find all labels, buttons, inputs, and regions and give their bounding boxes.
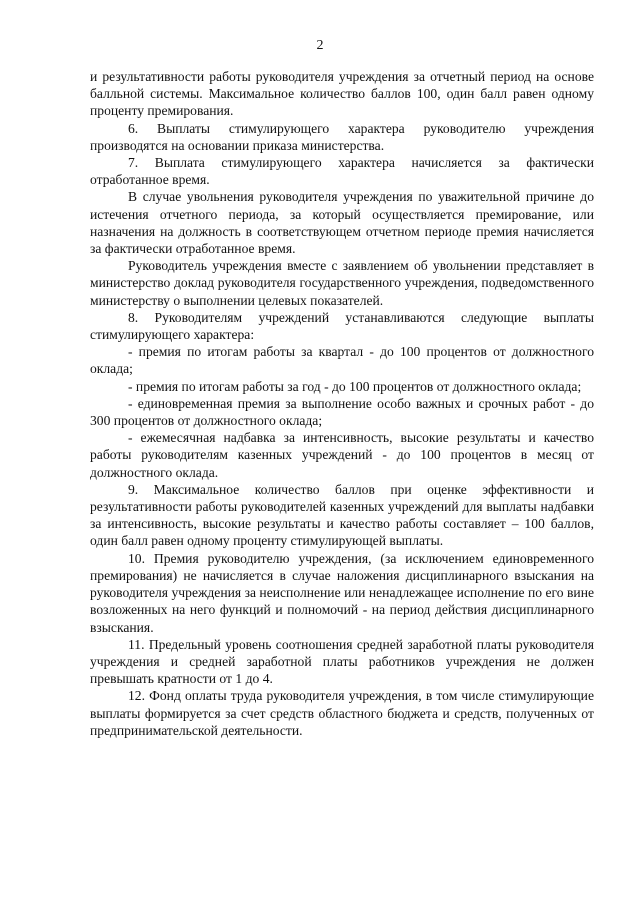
list-item-monthly-allowance: - ежемесячная надбавка за интенсивность, высокие результаты и качество работы руководителям казенных учреждений - до 100 процентов в месяц от должностного оклада. <box>90 430 594 480</box>
paragraph-item-7: 7. Выплата стимулирующего характера начисляется за фактически отработанное время. <box>90 155 594 188</box>
paragraph-item-12: 12. Фонд оплаты труда руководителя учреждения, в том числе стимулирующие выплаты формируется за счет средств областного бюджета и средств, полученных от предпринимательской деятельности. <box>90 688 594 738</box>
list-item-quarter-bonus: - премия по итогам работы за квартал - до 100 процентов от должностного оклада; <box>90 344 594 377</box>
paragraph-item-9: 9. Максимальное количество баллов при оценке эффективности и результативности работы руководителей казенных учреждений для выплаты надбавки за интенсивность, высокие результаты и качество работы составляет – 100 баллов, один балл равен одному проценту стимулирующей выплаты. <box>90 481 594 549</box>
paragraph-continuation: и результативности работы руководителя учреждения за отчетный период на основе балльной системы. Максимальное количество баллов 100, один балл равен одному проценту премирования. <box>90 69 594 119</box>
list-item-one-time-bonus: - единовременная премия за выполнение особо важных и срочных работ - до 300 процентов от должностного оклада; <box>90 395 594 429</box>
paragraph-item-8: 8. Руководителям учреждений устанавливаются следующие выплаты стимулирующего характера: <box>90 309 594 343</box>
paragraph-dismissal: В случае увольнения руководителя учреждения по уважительной причине до истечения отчетного периода, за который осуществляется премирование, или назначения на должность в соответствующем отчетном периоде премия начисляется за фактически отработанное время. <box>90 189 594 257</box>
page-number: 2 <box>316 38 324 53</box>
document-body <box>90 68 594 739</box>
paragraph-item-10: 10. Премия руководителю учреждения, (за исключением единовременного премирования) не начисляется в случае наложения дисциплинарного взыскания на руководителя учреждения за неисполнение или ненадлежащее исполнение по его вине возложенных на него функций и полномочий - на период действия дисциплинарного взыскания. <box>90 550 594 635</box>
paragraph-item-6: 6. Выплаты стимулирующего характера руководителю учреждения производятся на основании приказа министерства. <box>90 120 594 153</box>
paragraph-item-11: 11. Предельный уровень соотношения средней заработной платы руководителя учреждения и средней заработной платы работников учреждения не должен превышать кратности от 1 до 4. <box>90 636 594 687</box>
paragraph-report: Руководитель учреждения вместе с заявлением об увольнении представляет в министерство доклад руководителя государственного учреждения, подведомственного министерству о выполнении целевых показателей. <box>90 258 594 308</box>
list-item-year-bonus: - премия по итогам работы за год - до 100 процентов от должностного оклада; <box>128 378 582 394</box>
